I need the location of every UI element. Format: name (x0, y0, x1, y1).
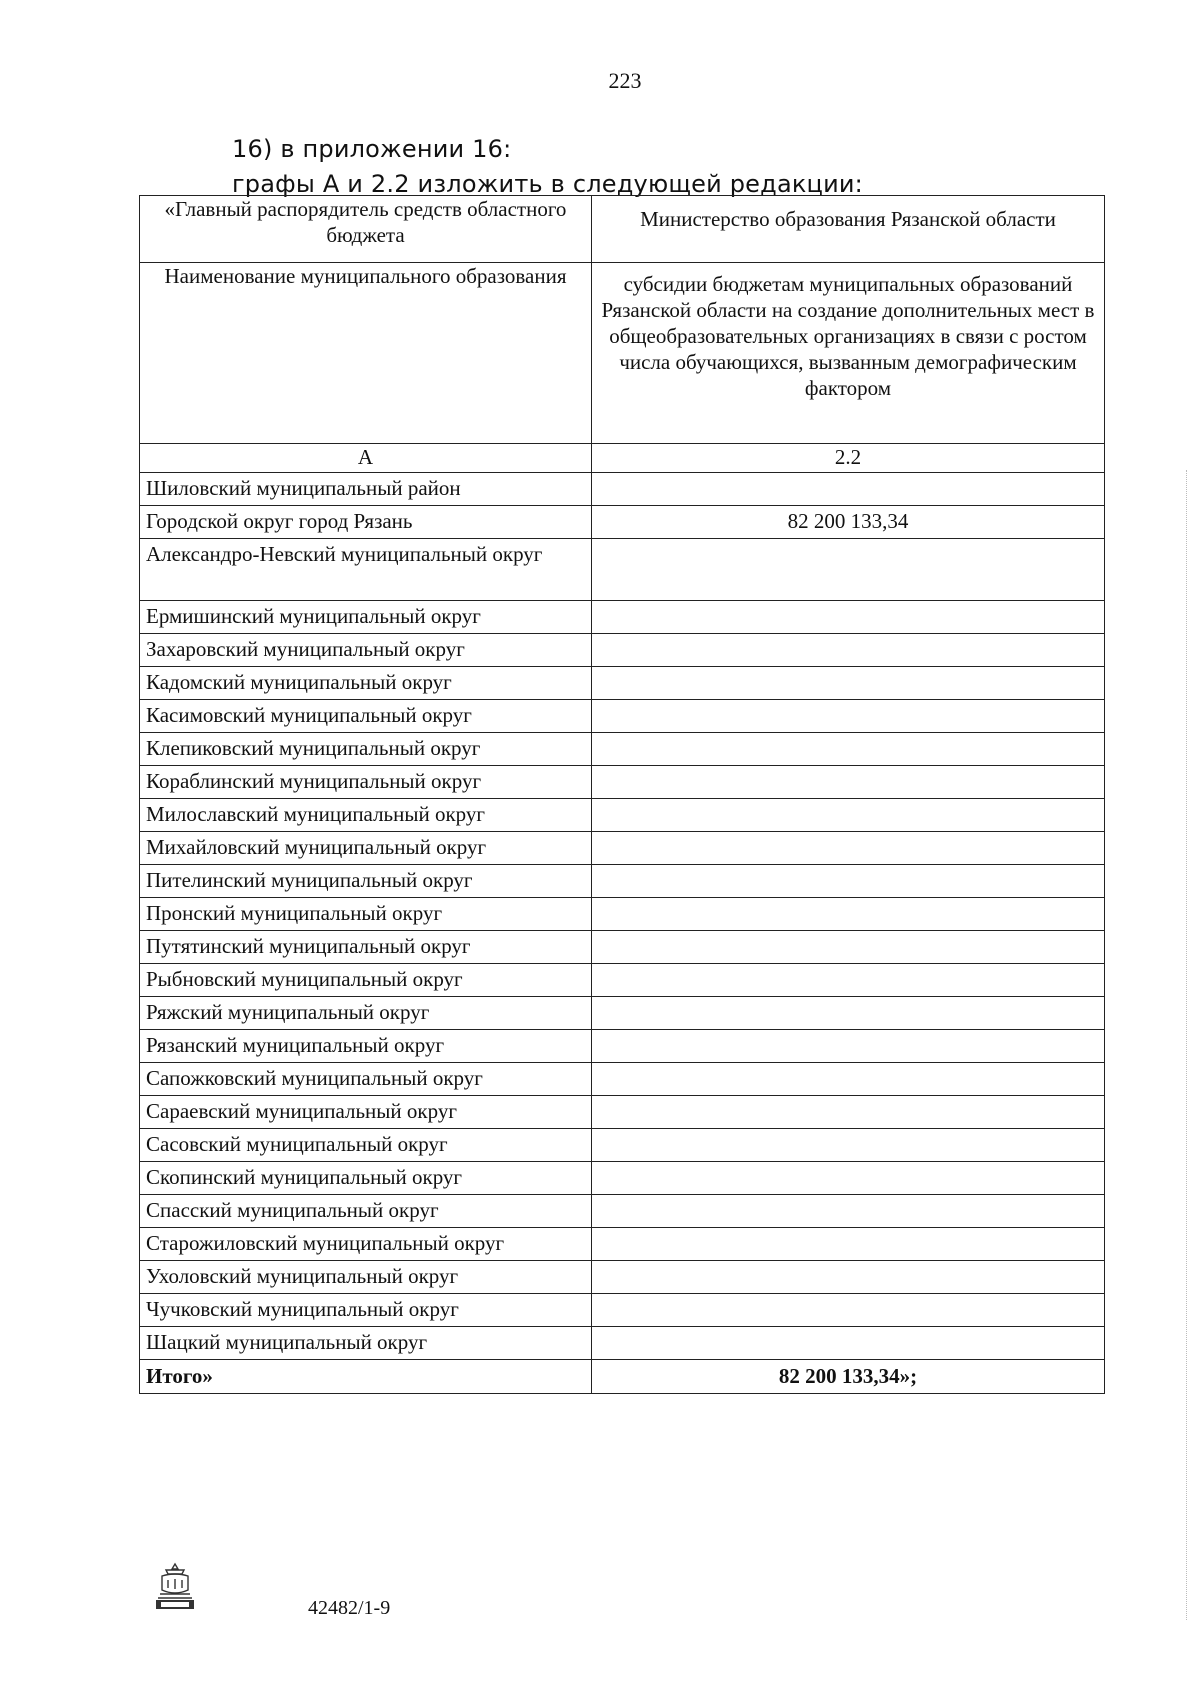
subsidy-amount (592, 1228, 1105, 1261)
subsidy-amount (592, 1294, 1105, 1327)
table-row (140, 865, 1105, 898)
table-row (140, 601, 1105, 634)
table-row (140, 1228, 1105, 1261)
municipality-name: Михайловский муниципальный округ (140, 832, 592, 865)
municipality-name: Захаровский муниципальный округ (140, 634, 592, 667)
municipality-name: Чучковский муниципальный округ (140, 1294, 592, 1327)
subsidy-amount (592, 931, 1105, 964)
municipality-name: Ухоловский муниципальный округ (140, 1261, 592, 1294)
page-number: 223 (608, 68, 642, 93)
total-row (140, 1360, 1105, 1394)
table-row (140, 667, 1105, 700)
table-row (140, 1162, 1105, 1195)
subsidy-amount (592, 601, 1105, 634)
municipality-name: Спасский муниципальный округ (140, 1195, 592, 1228)
table-row (140, 931, 1105, 964)
distributor-label: «Главный распорядитель средств областного бюджета (140, 196, 592, 263)
table-row (140, 506, 1105, 539)
table-row (140, 700, 1105, 733)
table-row (140, 964, 1105, 997)
table-row (140, 1030, 1105, 1063)
scan-edge-mark (1186, 470, 1189, 1620)
column-code-2-2: 2.2 (592, 444, 1105, 473)
table-row (140, 1063, 1105, 1096)
table-row (140, 1294, 1105, 1327)
coat-of-arms-icon (152, 1560, 198, 1612)
municipality-name: Ермишинский муниципальный округ (140, 601, 592, 634)
table-row (140, 1327, 1105, 1360)
municipality-name: Александро-Невский муниципальный округ (140, 539, 592, 601)
municipality-name: Сасовский муниципальный округ (140, 1129, 592, 1162)
subsidy-amount (592, 799, 1105, 832)
table-row (140, 1096, 1105, 1129)
subsidy-amount (592, 865, 1105, 898)
municipality-name: Рыбновский муниципальный округ (140, 964, 592, 997)
table-row (140, 473, 1105, 506)
subsidy-amount (592, 634, 1105, 667)
municipality-name: Сараевский муниципальный округ (140, 1096, 592, 1129)
subsidy-amount (592, 832, 1105, 865)
municipality-name: Пронский муниципальный округ (140, 898, 592, 931)
table-row (140, 1195, 1105, 1228)
table-row (140, 1129, 1105, 1162)
table-row (140, 733, 1105, 766)
subsidy-amount (592, 667, 1105, 700)
municipality-column-header: Наименование муниципального образования (140, 263, 592, 444)
subsidy-amount (592, 1261, 1105, 1294)
municipality-name: Сапожковский муниципальный округ (140, 1063, 592, 1096)
subsidy-amount (592, 964, 1105, 997)
table-row (140, 634, 1105, 667)
subsidy-amount (592, 997, 1105, 1030)
header-row-codes (140, 444, 1105, 473)
municipality-name: Путятинский муниципальный округ (140, 931, 592, 964)
amendment-instruction: графы А и 2.2 изложить в следующей редакции: (232, 170, 863, 198)
subsidy-amount (592, 1129, 1105, 1162)
municipality-name: Кораблинский муниципальный округ (140, 766, 592, 799)
subsidy-amount (592, 733, 1105, 766)
column-code-a: А (140, 444, 592, 473)
subsidy-amount (592, 539, 1105, 601)
municipality-name: Касимовский муниципальный округ (140, 700, 592, 733)
subsidy-amount (592, 1327, 1105, 1360)
municipality-name: Ряжский муниципальный округ (140, 997, 592, 1030)
subsidy-amount (592, 1063, 1105, 1096)
subsidy-amount: 82 200 133,34 (592, 506, 1105, 539)
table-row (140, 799, 1105, 832)
municipality-name: Шиловский муниципальный район (140, 473, 592, 506)
amendment-heading: 16) в приложении 16: (232, 135, 512, 163)
document-code: 42482/1-9 (308, 1597, 391, 1619)
municipality-name: Скопинский муниципальный округ (140, 1162, 592, 1195)
municipality-name: Старожиловский муниципальный округ (140, 1228, 592, 1261)
subsidy-amount (592, 700, 1105, 733)
table-row (140, 1261, 1105, 1294)
municipality-name: Рязанский муниципальный округ (140, 1030, 592, 1063)
subsidy-amount (592, 898, 1105, 931)
header-row-distributor (140, 196, 1105, 263)
subsidy-table (139, 195, 1105, 1394)
header-row-names (140, 263, 1105, 444)
municipality-name: Шацкий муниципальный округ (140, 1327, 592, 1360)
subsidy-amount (592, 1195, 1105, 1228)
subsidy-amount (592, 766, 1105, 799)
distributor-value: Министерство образования Рязанской области (592, 196, 1105, 263)
total-amount: 82 200 133,34»; (592, 1360, 1105, 1394)
total-label: Итого» (140, 1360, 592, 1394)
subsidy-amount (592, 1030, 1105, 1063)
municipality-name: Кадомский муниципальный округ (140, 667, 592, 700)
table-row (140, 997, 1105, 1030)
municipality-name: Городской округ город Рязань (140, 506, 592, 539)
subsidy-amount (592, 1096, 1105, 1129)
subsidy-amount (592, 473, 1105, 506)
table-row (140, 766, 1105, 799)
table-row (140, 832, 1105, 865)
municipality-name: Милославский муниципальный округ (140, 799, 592, 832)
table-row (140, 539, 1105, 601)
table-row (140, 898, 1105, 931)
municipality-name: Клепиковский муниципальный округ (140, 733, 592, 766)
subsidy-amount (592, 1162, 1105, 1195)
municipality-name: Пителинский муниципальный округ (140, 865, 592, 898)
subsidy-column-header: субсидии бюджетам муниципальных образований Рязанской области на создание дополнительных мест в общеобразовательных организациях в связи с ростом числа обучающихся, вызванным демографическим фактором (592, 263, 1105, 444)
